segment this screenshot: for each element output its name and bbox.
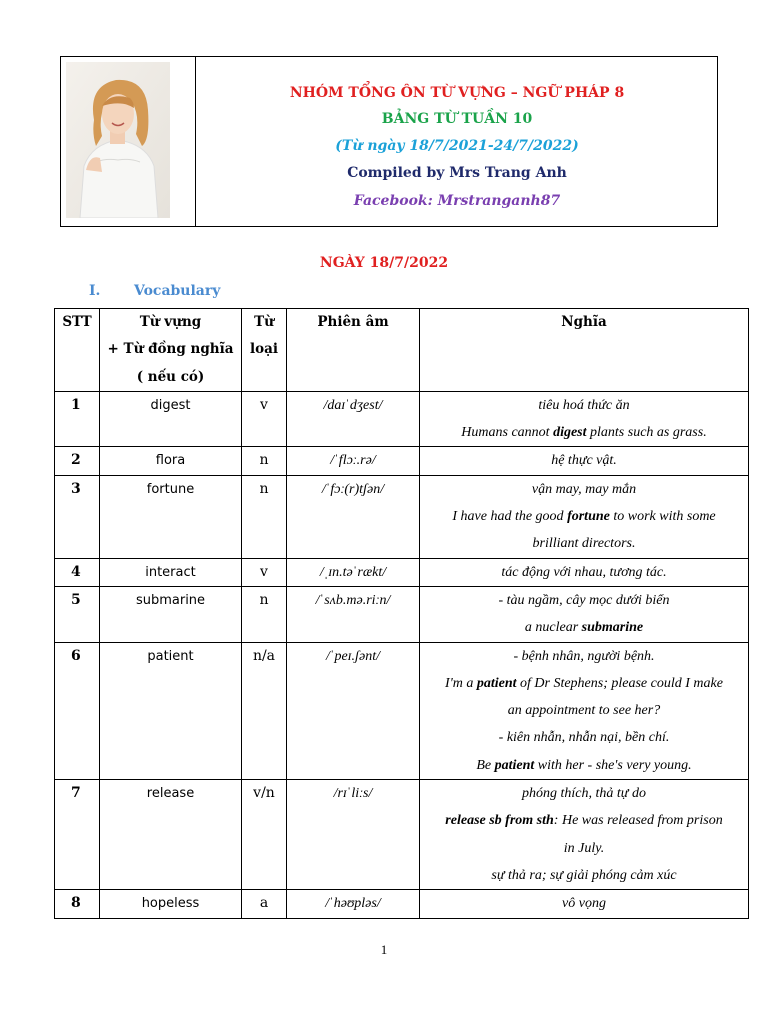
meaning-text: - bệnh nhân, người bệnh. xyxy=(513,648,655,664)
meaning-line xyxy=(424,780,744,807)
page-number: 1 xyxy=(380,942,388,957)
row-meaning xyxy=(420,475,749,558)
table-row xyxy=(55,447,749,475)
highlighted-word: digest xyxy=(553,425,587,441)
row-part-of-speech: n/a xyxy=(242,642,287,779)
row-word: digest xyxy=(100,391,242,447)
author-photo xyxy=(66,62,170,218)
row-part-of-speech: v/n xyxy=(242,780,287,890)
meaning-line xyxy=(424,447,744,474)
row-meaning xyxy=(420,890,749,918)
vocabulary-table xyxy=(54,308,749,919)
section-title: Vocabulary xyxy=(134,283,221,299)
meaning-line xyxy=(424,503,744,530)
highlighted-word: submarine xyxy=(581,620,644,636)
table-row xyxy=(55,642,749,779)
header-titles xyxy=(197,57,717,226)
meaning-text: : He was released from prison xyxy=(553,813,723,829)
table-row xyxy=(55,890,749,918)
meaning-text: brilliant directors. xyxy=(532,536,636,552)
meaning-line xyxy=(424,419,744,446)
highlighted-word: patient xyxy=(494,757,535,773)
table-row xyxy=(55,780,749,890)
row-number: 7 xyxy=(55,780,100,890)
header-word xyxy=(100,309,242,392)
row-number: 3 xyxy=(55,475,100,558)
meaning-line xyxy=(424,587,744,614)
row-number: 2 xyxy=(55,447,100,475)
meaning-line xyxy=(424,392,744,419)
header-word-line: + Từ đồng nghĩa xyxy=(107,341,234,358)
meaning-line xyxy=(424,697,744,724)
photo-cell xyxy=(61,57,196,226)
row-pronunciation: /ˈflɔː.rə/ xyxy=(287,447,420,475)
meaning-line xyxy=(424,670,744,697)
meaning-text: sự thả ra; sự giải phóng cảm xúc xyxy=(491,867,677,883)
meaning-text: in July. xyxy=(563,840,605,856)
row-word: submarine xyxy=(100,586,242,642)
highlighted-word: release sb from sth xyxy=(445,813,554,829)
row-pronunciation: /rɪˈliːs/ xyxy=(287,780,420,890)
row-pronunciation: /ˈhəʊpləs/ xyxy=(287,890,420,918)
meaning-text: - tàu ngầm, cây mọc dưới biển xyxy=(498,592,670,608)
row-part-of-speech: a xyxy=(242,890,287,918)
row-part-of-speech: n xyxy=(242,586,287,642)
header-meaning: Nghĩa xyxy=(420,309,749,392)
row-number: 6 xyxy=(55,642,100,779)
row-pronunciation: /daɪˈdʒest/ xyxy=(287,391,420,447)
row-number: 1 xyxy=(55,391,100,447)
table-row xyxy=(55,475,749,558)
meaning-line xyxy=(424,752,744,779)
table-row xyxy=(55,391,749,447)
row-word: patient xyxy=(100,642,242,779)
header-pos-line: Từ xyxy=(254,314,274,330)
meaning-text: vô vọng xyxy=(562,896,606,912)
meaning-line xyxy=(424,614,744,641)
date-heading: NGÀY 18/7/2022 xyxy=(319,255,449,271)
row-pronunciation: /ˈsʌb.mə.riːn/ xyxy=(287,586,420,642)
meaning-line xyxy=(424,643,744,670)
row-part-of-speech: v xyxy=(242,558,287,586)
meaning-line xyxy=(424,807,744,834)
row-word: flora xyxy=(100,447,242,475)
row-word: release xyxy=(100,780,242,890)
section-heading xyxy=(89,283,220,299)
header-ipa: Phiên âm xyxy=(287,309,420,392)
meaning-line xyxy=(424,559,744,586)
meaning-text: hệ thực vật. xyxy=(551,453,617,469)
meaning-text: an appointment to see her? xyxy=(507,703,661,719)
row-word: interact xyxy=(100,558,242,586)
header-box xyxy=(60,56,718,227)
row-meaning xyxy=(420,780,749,890)
meaning-text: Humans cannot xyxy=(461,425,554,441)
header-word-line: Từ vựng xyxy=(139,314,202,330)
meaning-text: of Dr Stephens; please could I make xyxy=(516,675,723,691)
header-pos xyxy=(242,309,287,392)
row-part-of-speech: n xyxy=(242,475,287,558)
table-row xyxy=(55,586,749,642)
meaning-text: phóng thích, thả tự do xyxy=(522,786,646,802)
row-pronunciation: /ˈpeɪ.ʃənt/ xyxy=(287,642,420,779)
week-title: BẢNG TỪ TUẦN 10 xyxy=(381,111,533,127)
header-stt: STT xyxy=(55,309,100,392)
meaning-line xyxy=(424,476,744,503)
meaning-line xyxy=(424,890,744,917)
row-meaning xyxy=(420,642,749,779)
row-number: 5 xyxy=(55,586,100,642)
meaning-text: tác động với nhau, tương tác. xyxy=(501,564,667,580)
meaning-text: plants such as grass. xyxy=(586,425,707,441)
row-meaning xyxy=(420,391,749,447)
row-number: 8 xyxy=(55,890,100,918)
meaning-text: a nuclear xyxy=(524,620,582,636)
meaning-text: to work with some xyxy=(609,509,716,525)
meaning-line xyxy=(424,835,744,862)
meaning-line xyxy=(424,724,744,751)
meaning-text: Be xyxy=(476,757,495,773)
group-title: NHÓM TỔNG ÔN TỪ VỰNG – NGỮ PHÁP 8 xyxy=(289,85,625,101)
table-header-row xyxy=(55,309,749,392)
row-pronunciation: /ˈfɔː(r)tʃən/ xyxy=(287,475,420,558)
row-meaning xyxy=(420,558,749,586)
header-pos-line: loại xyxy=(249,341,278,358)
meaning-text: I'm a xyxy=(445,675,477,691)
facebook-handle: Facebook: Mrstranganh87 xyxy=(353,193,561,209)
meaning-text: - kiên nhẫn, nhẫn nại, bền chí. xyxy=(498,730,670,746)
section-number: I. xyxy=(89,283,101,299)
row-number: 4 xyxy=(55,558,100,586)
meaning-text: tiêu hoá thức ăn xyxy=(538,397,630,413)
meaning-text: vận may, may mắn xyxy=(531,481,637,497)
header-word-line: ( nếu có) xyxy=(136,368,205,385)
date-range: (Từ ngày 18/7/2021-24/7/2022) xyxy=(335,138,579,154)
meaning-line xyxy=(424,862,744,889)
compiled-by: Compiled by Mrs Trang Anh xyxy=(347,165,567,181)
highlighted-word: fortune xyxy=(567,509,610,525)
row-part-of-speech: v xyxy=(242,391,287,447)
meaning-line xyxy=(424,530,744,557)
row-word: hopeless xyxy=(100,890,242,918)
row-meaning xyxy=(420,447,749,475)
row-meaning xyxy=(420,586,749,642)
row-pronunciation: /ˌɪn.təˈrækt/ xyxy=(287,558,420,586)
highlighted-word: patient xyxy=(476,675,517,691)
meaning-text: with her - she's very young. xyxy=(534,757,692,773)
table-row xyxy=(55,558,749,586)
row-part-of-speech: n xyxy=(242,447,287,475)
row-word: fortune xyxy=(100,475,242,558)
meaning-text: I have had the good xyxy=(452,509,568,525)
